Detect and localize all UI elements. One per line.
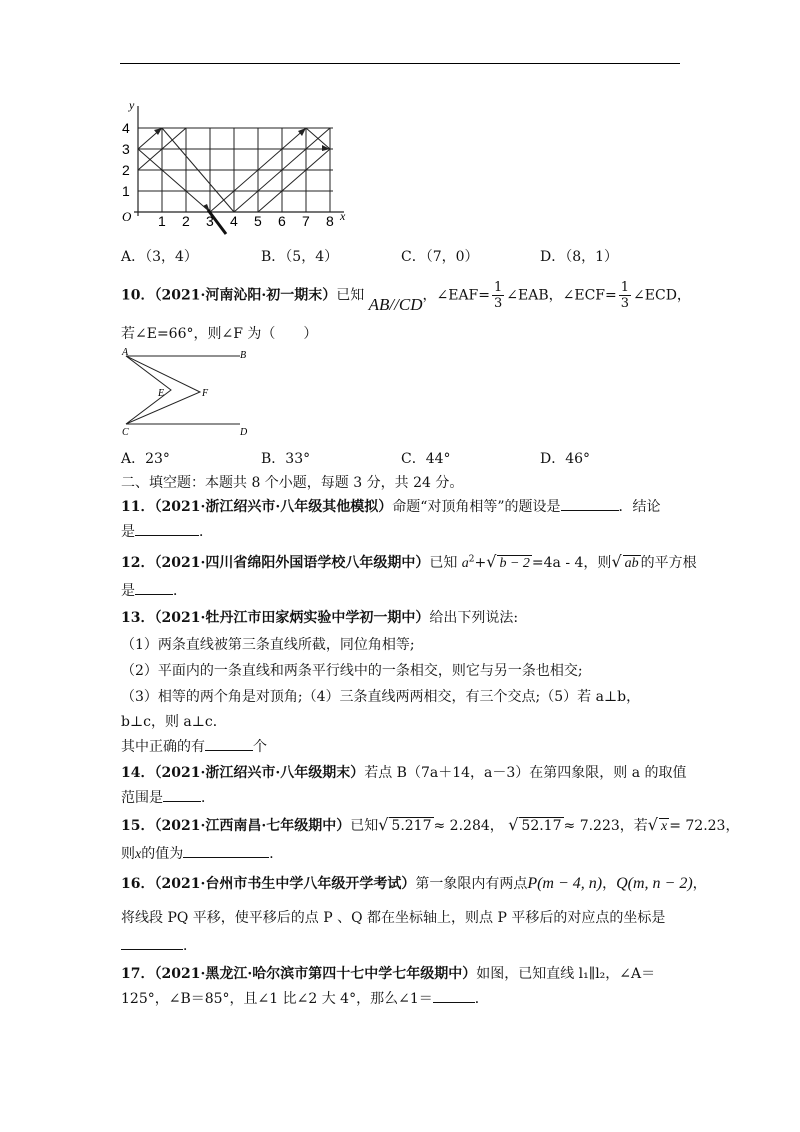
q13-intro: 给出下列说法: [429, 610, 519, 626]
q12-radicand: b − 2 [499, 556, 530, 571]
answer-blank[interactable] [163, 787, 201, 802]
q13-unit: 个 [253, 739, 267, 755]
q13-source: （2021·牡丹江市田家炳实验中学初一期中） [154, 610, 430, 626]
q13-statement-3: （3）相等的两个角是对顶角;（4）三条直线两两相交，有三个交点;（5）若 a⊥b， [121, 689, 641, 705]
q17-text1: 如图，已知直线 l₁∥l₂，∠A＝ [476, 966, 656, 982]
frac-num: 1 [620, 280, 630, 295]
q10-option-b: B．33° [261, 451, 311, 467]
label-b: B [240, 350, 247, 361]
q17-line2 [121, 988, 489, 1008]
q15-value-2: ≈ 7.223，若 [563, 818, 648, 834]
q12-text2: =4a - 4，则 [531, 555, 612, 571]
q12-plus: + [474, 555, 487, 571]
q10-option-c: C．44° [401, 451, 451, 467]
q13-answer-line [121, 736, 267, 756]
q12-radicand-ab: ab [624, 556, 639, 571]
q9-option-c: C．（7，0） [401, 249, 479, 265]
y-tick-4: 4 [122, 120, 130, 136]
q14-line2 [121, 787, 215, 807]
q15-radicand-2: 52.17 [521, 818, 562, 834]
answer-blank[interactable] [183, 843, 269, 858]
q16-number: 16． [121, 876, 155, 892]
answer-blank[interactable] [135, 580, 173, 595]
q12-text1: 已知 [429, 555, 458, 571]
q12-text4: 是 [121, 583, 135, 599]
q14-text2: 范围是 [121, 790, 163, 806]
q13-statement-1: （1）两条直线被第三条直线所截，同位角相等; [121, 637, 415, 653]
q10-fraction-1 [492, 280, 504, 311]
q12-square: 2 [468, 554, 475, 565]
q14-number: 14． [121, 765, 155, 781]
q17-text3: ． [474, 991, 489, 1007]
y-tick-3: 3 [122, 141, 130, 157]
q16-line3 [121, 935, 197, 955]
y-axis-label: y [129, 98, 135, 112]
label-a: A [122, 347, 129, 358]
q15-text3: 的值为 [141, 846, 184, 862]
label-d: D [240, 427, 248, 438]
x-tick-8: 8 [326, 213, 334, 229]
q10-ab-cd: AB//CD [368, 294, 423, 314]
frac-den: 3 [620, 296, 630, 311]
q13-statement-4: b⊥c，则 a⊥c． [121, 714, 227, 730]
label-c: C [122, 427, 129, 438]
q12-source: （2021·四川省绵阳外国语学校八年级期中） [154, 555, 430, 571]
answer-blank[interactable] [121, 935, 183, 950]
q13-statement-2: （2）平面内的一条直线和两条平行线中的一条相交，则它与另一条也相交; [121, 663, 583, 679]
q10-option-d: D．46° [540, 451, 591, 467]
q15-text1: 已知 [350, 818, 379, 834]
label-f: F [202, 388, 209, 399]
q15-radicand-1: 5.217 [391, 818, 432, 834]
q11-line1 [121, 496, 661, 516]
q10-fraction-2 [619, 280, 631, 311]
frac-den: 3 [494, 296, 503, 311]
q10-text4: ∠ECD， [633, 287, 691, 304]
q13-text: 其中正确的有 [121, 739, 205, 755]
x-tick-3: 3 [206, 213, 214, 229]
q11-line2 [121, 521, 213, 541]
x-tick-2: 2 [182, 213, 190, 229]
q15-text4: ． [269, 846, 284, 862]
q12-number: 12． [121, 555, 155, 571]
x-tick-5: 5 [254, 213, 262, 229]
q15-value-3: = 72.23， [669, 818, 740, 834]
x-axis-label: x [340, 209, 346, 223]
q17-number: 17． [121, 966, 155, 982]
x-tick-7: 7 [302, 213, 310, 229]
q9-option-d: D．（8，1） [540, 249, 619, 265]
q10-line1 [121, 280, 691, 314]
x-tick-4: 4 [230, 213, 238, 229]
q15-radicand-3: x [660, 819, 668, 834]
q9-option-a: A．（3，4） [121, 249, 198, 265]
origin-label: O [122, 209, 132, 224]
q10-number: 10． [121, 287, 155, 304]
q12-var-a: a [461, 556, 469, 571]
radical-icon: √ [611, 552, 622, 571]
answer-blank[interactable] [561, 496, 619, 511]
q16-text1: 第一象限内有两点 [415, 876, 528, 892]
q16-source: （2021·台州市书生中学八年级开学考试） [154, 876, 416, 892]
y-tick-2: 2 [122, 162, 130, 178]
radical-icon: √ [647, 815, 658, 834]
q15-number: 15． [121, 818, 155, 834]
q16-point-q: Q(m, n − 2) [616, 875, 693, 892]
q16-line2: 将线段 PQ 平移，使平移后的点 P 、Q 都在坐标轴上，则点 P 平移后的对应点的坐标是 [121, 910, 666, 926]
q16-line1 [121, 873, 707, 893]
x-tick-6: 6 [278, 213, 286, 229]
q16-separator: ， [602, 876, 617, 892]
q11-text1: 命题“对顶角相等”的题设是 [392, 499, 561, 515]
header-rule [120, 63, 680, 64]
q9-option-b: B．（5，4） [261, 249, 339, 265]
q10-text1: 已知 [336, 287, 365, 304]
answer-blank[interactable] [205, 736, 253, 751]
section-heading: 二、填空题：本题共 8 个小题，每题 3 分，共 24 分。 [121, 475, 464, 491]
q11-text2: ．结论 [618, 499, 661, 515]
q13-number: 13． [121, 610, 155, 626]
grid-lines [138, 128, 333, 212]
q11-text4: ． [199, 524, 213, 540]
q10-text3: ∠EAB，∠ECF= [506, 287, 617, 304]
q15-line1 [121, 815, 739, 835]
y-tick-1: 1 [122, 183, 130, 199]
q16-text3: ． [183, 938, 197, 954]
q12-text5: ． [173, 583, 187, 599]
q15-var-x: x [135, 847, 142, 862]
q12-text3: 的平方根 [640, 555, 697, 571]
radical-icon: √ [508, 815, 519, 834]
q15-text2: 则 [121, 846, 135, 862]
q17-source: （2021·黑龙江·哈尔滨市第四十七中学七年级期中） [154, 966, 477, 982]
q16-end: ， [692, 876, 707, 892]
q10-text2: ，∠EAF= [422, 287, 491, 304]
answer-blank[interactable] [433, 988, 475, 1003]
parallel-lines-figure [118, 344, 258, 440]
radical-icon: √ [378, 815, 389, 834]
q11-text3: 是 [121, 524, 135, 540]
radical-icon: √ [486, 552, 497, 571]
q16-point-p: P(m − 4, n) [527, 875, 603, 892]
q17-line1 [121, 963, 655, 983]
q13-line1 [121, 607, 518, 627]
label-e: E [158, 388, 165, 399]
coordinate-grid-figure [118, 98, 350, 238]
q10-source: （2021·河南沁阳·初一期末） [154, 287, 337, 304]
q11-source: （2021·浙江绍兴市·八年级其他模拟） [154, 499, 393, 515]
q14-text3: ． [201, 790, 215, 806]
x-tick-1: 1 [158, 213, 166, 229]
q15-source: （2021·江西南昌·七年级期中） [154, 818, 351, 834]
q14-source: （2021·浙江绍兴市·八年级期末） [154, 765, 365, 781]
q10-option-a: A．23° [121, 451, 170, 467]
frac-num: 1 [494, 280, 503, 295]
q14-line1 [121, 762, 687, 782]
q12-line1 [121, 552, 697, 572]
q10-line2: 若∠E=66°，则∠F 为（ ） [121, 326, 318, 342]
q11-number: 11． [121, 499, 155, 515]
q15-line2 [121, 843, 283, 863]
q15-value-1: ≈ 2.284， [433, 818, 504, 834]
q17-text2: 125°，∠B＝85°，且∠1 比∠2 大 4°，那么∠1＝ [121, 991, 433, 1007]
q14-text1: 若点 B（7a＋14，a－3）在第四象限，则 a 的取值 [364, 765, 687, 781]
answer-blank[interactable] [135, 521, 199, 536]
q12-line2 [121, 580, 187, 600]
